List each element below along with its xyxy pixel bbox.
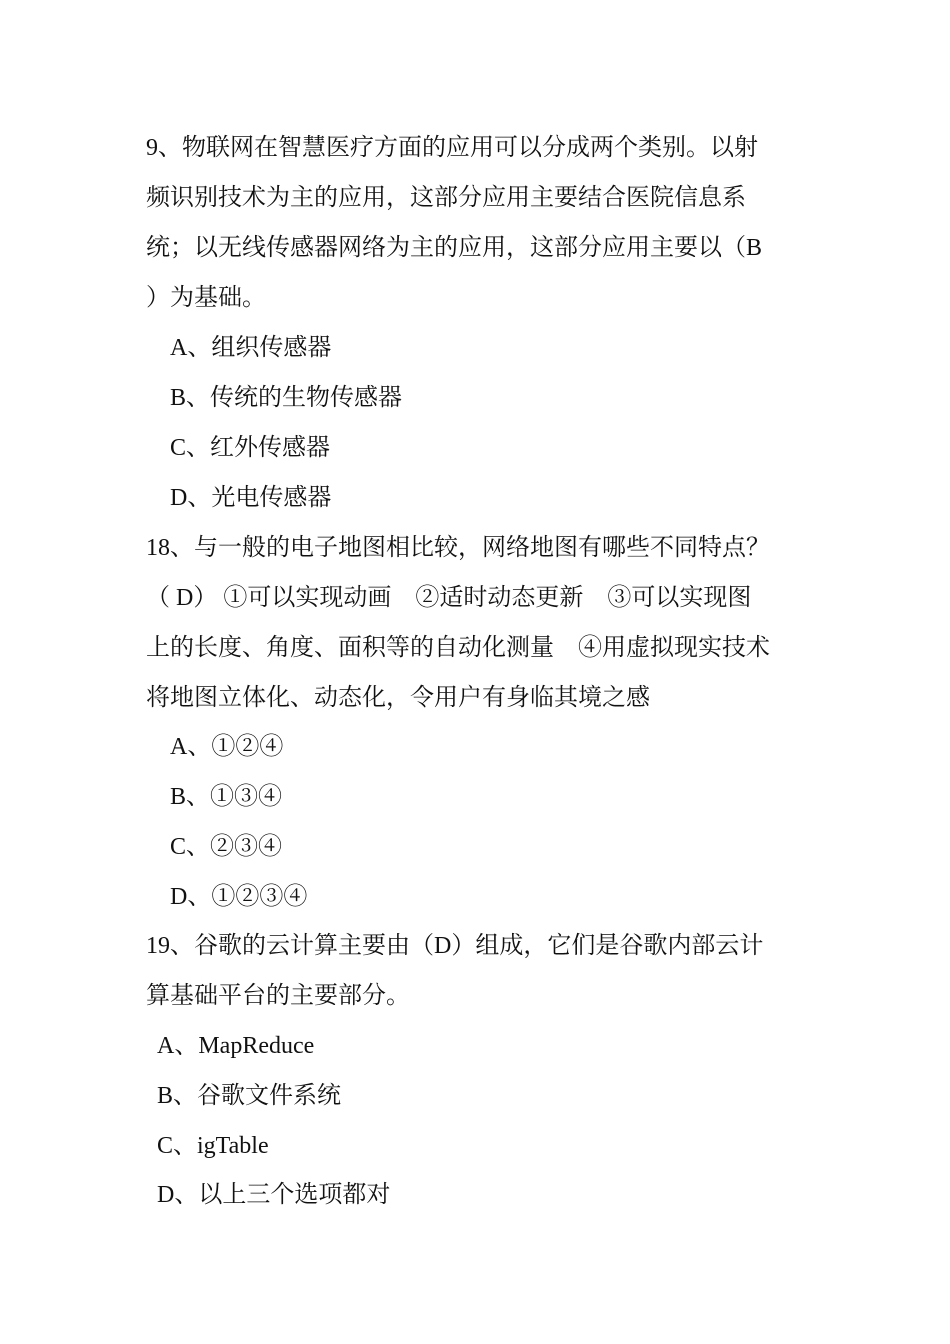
question-9-option-c: C、红外传感器 [170,435,331,461]
question-18-option-a: A、①②④ [170,734,284,760]
question-19-text [146,921,810,1021]
question-9-line: 9、物联网在智慧医疗方面的应用可以分成两个类别。以射 [146,135,758,161]
question-19-option-d: D、以上三个选项都对 [157,1182,391,1208]
question-19-option-b: B、谷歌文件系统 [157,1083,342,1109]
question-18-option-b: B、①③④ [170,784,283,810]
question-19-option-c: C、igTable [157,1133,269,1159]
question-18-text [146,523,810,723]
question-9-option-d: D、光电传感器 [170,485,332,511]
question-18-line: 上的长度、角度、面积等的自动化测量 ④用虚拟现实技术 [146,635,770,661]
question-9-text [146,123,810,323]
question-18-line: （ D） ①可以实现动画 ②适时动态更新 ③可以实现图 [146,585,752,611]
question-9-line: 频识别技术为主的应用，这部分应用主要结合医院信息系 [146,185,746,211]
question-19-option-a: A、MapReduce [157,1033,315,1059]
question-9-option-a: A、组织传感器 [170,335,332,361]
question-9-option-b: B、传统的生物传感器 [170,385,403,411]
question-18-line: 18、与一般的电子地图相比较，网络地图有哪些不同特点？ [146,535,770,561]
question-19-line: 19、谷歌的云计算主要由（D）组成，它们是谷歌内部云计 [146,933,764,959]
question-9-line: 统；以无线传感器网络为主的应用，这部分应用主要以（B [146,235,763,261]
question-18-option-c: C、②③④ [170,834,283,860]
question-9-line: ）为基础。 [146,285,266,311]
question-18-line: 将地图立体化、动态化，令用户有身临其境之感 [146,685,650,711]
question-19-line: 算基础平台的主要部分。 [146,983,410,1009]
question-18-option-d: D、①②③④ [170,884,308,910]
